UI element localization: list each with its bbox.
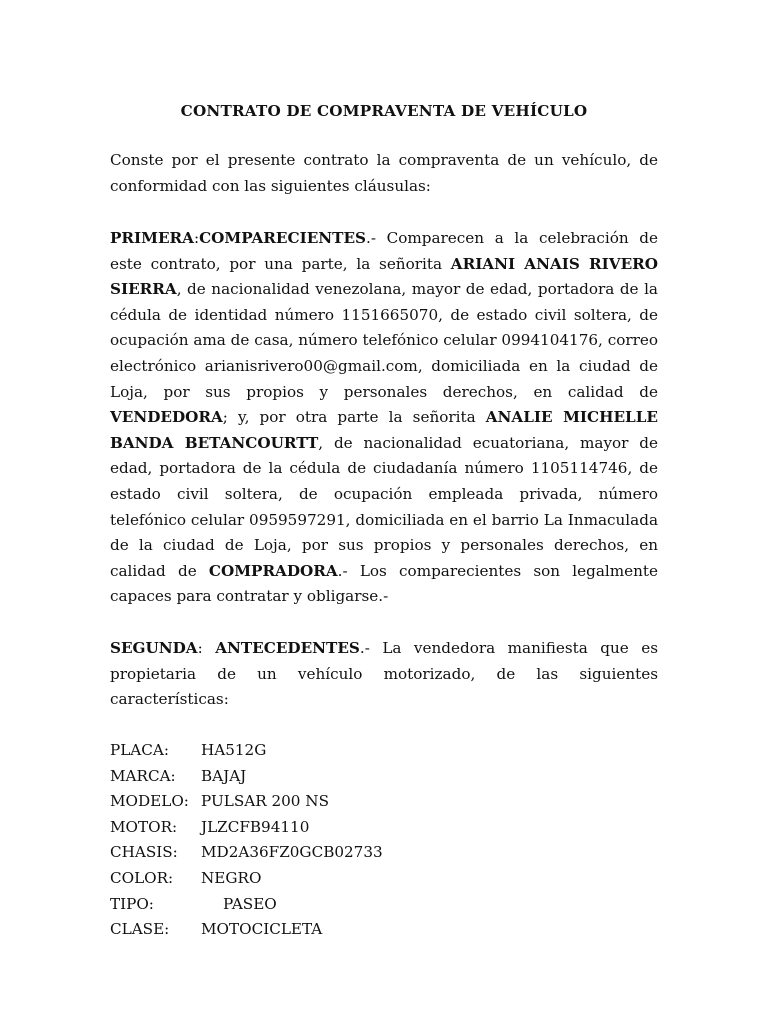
vehicle-spec-label: TIPO: (110, 894, 154, 913)
seller-role: VENDEDORA (110, 408, 223, 427)
clause-primera-text-1: .- Comparecen a la celebración de este contrato, por una parte, la señorita (110, 229, 658, 273)
vehicle-spec-label: MOTOR: (110, 817, 178, 836)
clause-primera-separator: : (193, 229, 200, 247)
vehicle-spec-value: MD2A36FZ0GCB02733 (201, 843, 383, 862)
clause-primera-text-4: , de nacionalidad ecuatoriana, mayor de edad, portadora de la cédula de ciudadanía número 1105114746, de estado civil soltera, de ocupación empleada privada, número telefónico celular 0959597291, domiciliada en el barrio La Inmaculada de la ciudad de Loja, por sus propios y personales derechos, en calidad de (110, 433, 658, 580)
clause-segunda-paragraph (110, 636, 658, 713)
vehicle-spec-label: CHASIS: (110, 843, 178, 862)
clause-primera-label: PRIMERA (110, 229, 194, 247)
vehicle-spec-value: HA512G (201, 741, 267, 759)
clause-primera-text-2: , de nacionalidad venezolana, mayor de edad, portadora de la cédula de identidad número 1151665070, de estado civil soltera, de ocupación ama de casa, número telefónico celular 0994104176, correo electrónico arianisrivero00@gmail.com, domiciliada en la ciudad de Loja, por sus propios y personales derechos, en calidad de (110, 280, 658, 401)
vehicle-spec-value: BAJAJ (201, 766, 247, 785)
buyer-name: ANALIE MICHELLE BANDA BETANCOURTT (110, 408, 658, 452)
clause-segunda-heading: ANTECEDENTES (215, 639, 360, 657)
clause-segunda-label: SEGUNDA (110, 639, 198, 657)
vehicle-spec-row (110, 840, 658, 866)
vehicle-spec-label: MODELO: (110, 792, 189, 811)
vehicle-spec-value: JLZCFB94110 (201, 817, 310, 836)
vehicle-spec-label: PLACA: (110, 741, 169, 759)
buyer-role: COMPRADORA (208, 561, 338, 580)
vehicle-specs-list (110, 738, 658, 943)
document-title: CONTRATO DE COMPRAVENTA DE VEHÍCULO (180, 102, 588, 120)
vehicle-spec-label: COLOR: (110, 868, 174, 887)
vehicle-spec-value: PASEO (223, 894, 277, 913)
vehicle-spec-label: MARCA: (110, 766, 176, 785)
intro-text: Conste por el presente contrato la compraventa de un vehículo, de conformidad con las siguientes cláusulas: (110, 151, 658, 195)
vehicle-spec-value: NEGRO (201, 868, 262, 887)
clause-primera-heading: COMPARECIENTES (199, 229, 366, 247)
vehicle-spec-row (110, 764, 658, 790)
vehicle-spec-row (110, 917, 658, 943)
vehicle-spec-value: MOTOCICLETA (201, 920, 323, 939)
vehicle-spec-row (110, 815, 658, 841)
vehicle-spec-row (110, 866, 658, 892)
seller-name: ARIANI ANAIS RIVERO SIERRA (110, 254, 658, 299)
clause-segunda-separator: : (197, 639, 216, 657)
vehicle-spec-row (110, 892, 658, 918)
clause-primera-text-5: .- Los comparecientes son legalmente capaces para contratar y obligarse.- (110, 561, 658, 606)
vehicle-spec-row (110, 789, 658, 815)
clause-primera-text-3: ; y, por otra parte la señorita (222, 408, 486, 427)
vehicle-spec-row (110, 738, 658, 764)
clause-segunda-text-1: .- La vendedora manifiesta que es propietaria de un vehículo motorizado, de las siguientes características: (110, 639, 658, 709)
vehicle-spec-label: CLASE: (110, 920, 170, 939)
intro-paragraph (110, 148, 658, 199)
vehicle-spec-value: PULSAR 200 NS (201, 792, 329, 811)
clause-primera-paragraph (110, 226, 658, 610)
